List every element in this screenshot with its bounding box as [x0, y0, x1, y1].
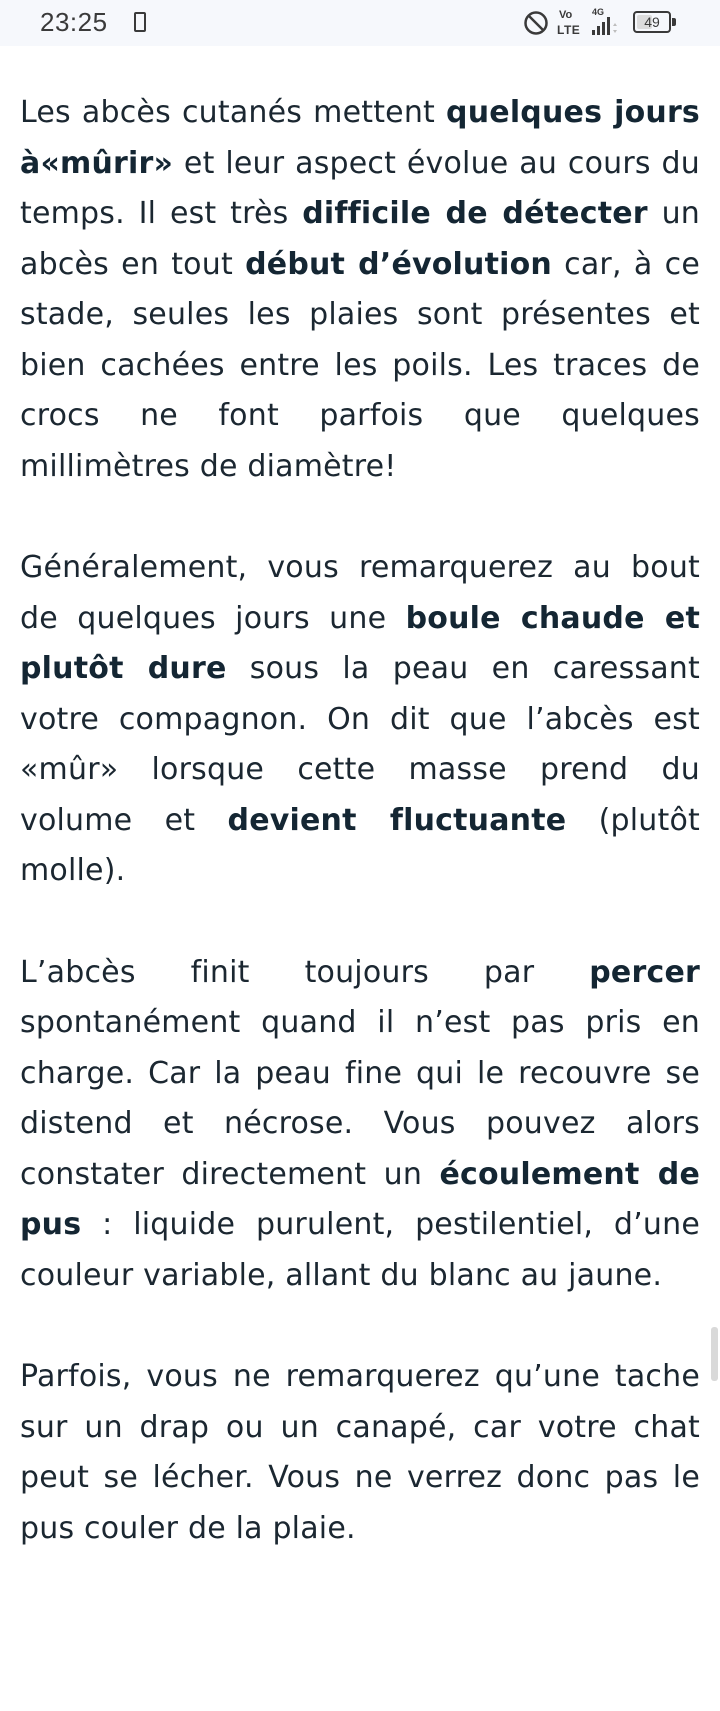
network-type-label: 4G: [592, 7, 605, 17]
paragraph-text: (plutôt molle).: [20, 802, 700, 888]
battery-level: 49: [644, 14, 660, 30]
paragraph-text: un abcès en tout: [20, 196, 700, 282]
volte-label-top: Vo: [559, 9, 573, 21]
battery-icon: [633, 11, 677, 33]
battery-tip: [672, 18, 676, 26]
bold-text: devient fluctuante: [227, 802, 567, 838]
article-paragraph: [20, 948, 700, 1302]
paragraph-text: Les abcès cutanés mettent: [20, 95, 447, 130]
signal-icon: [590, 6, 622, 38]
scrollbar-thumb[interactable]: [711, 1327, 718, 1381]
article-paragraph: [20, 543, 700, 897]
article-paragraph: [20, 1352, 700, 1554]
sim-card-icon: [134, 12, 146, 32]
bold-text: écoulement de pus: [20, 1156, 700, 1242]
paragraph-text: et leur aspect évolue au cours du temps. Il est très: [20, 145, 700, 231]
bold-text: difficile de détecter: [302, 196, 648, 231]
paragraph-text: Parfois, vous ne remarquerez qu’une tache sur un drap ou un canapé, car votre chat peut se lécher. Vous ne verrez donc pas le pus couler de la plaie.: [20, 1359, 700, 1546]
bold-text: boule chaude et plutôt dure: [20, 600, 700, 686]
bold-text: début d’évolution: [245, 246, 552, 282]
status-time: 23:25: [40, 7, 108, 37]
paragraph-text: spontanément quand il n’est pas pris en charge. Car la peau fine qui le recouvre se distend et nécrose. Vous pouvez alors constater directement un: [20, 1005, 700, 1192]
do-not-disturb-icon: [523, 10, 549, 36]
status-bar: [0, 0, 720, 46]
paragraph-text: : liquide purulent, pestilentiel, d’une couleur variable, allant du blanc au jaune.: [20, 1207, 700, 1293]
article-body: [20, 88, 700, 1605]
paragraph-text: Généralement, vous remarquerez au bout de quelques jours une: [20, 550, 700, 636]
paragraph-text: car, à ce stade, seules les plaies sont présentes et bien cachées entre les poils. Les traces de crocs ne font parfois que quelques millimètres de diamètre!: [20, 246, 700, 484]
paragraph-text: sous la peau en caressant votre compagnon. On dit que l’abcès est «mûr» lorsque cette masse prend du volume et: [20, 651, 700, 838]
volte-icon: [557, 8, 585, 38]
bold-text: percer: [589, 954, 700, 990]
bold-text: quelques jours à«mûrir»: [20, 95, 700, 181]
volte-label-bottom: LTE: [557, 23, 581, 37]
paragraph-text: L’abcès finit toujours par: [20, 954, 590, 990]
article-paragraph: [20, 88, 700, 492]
